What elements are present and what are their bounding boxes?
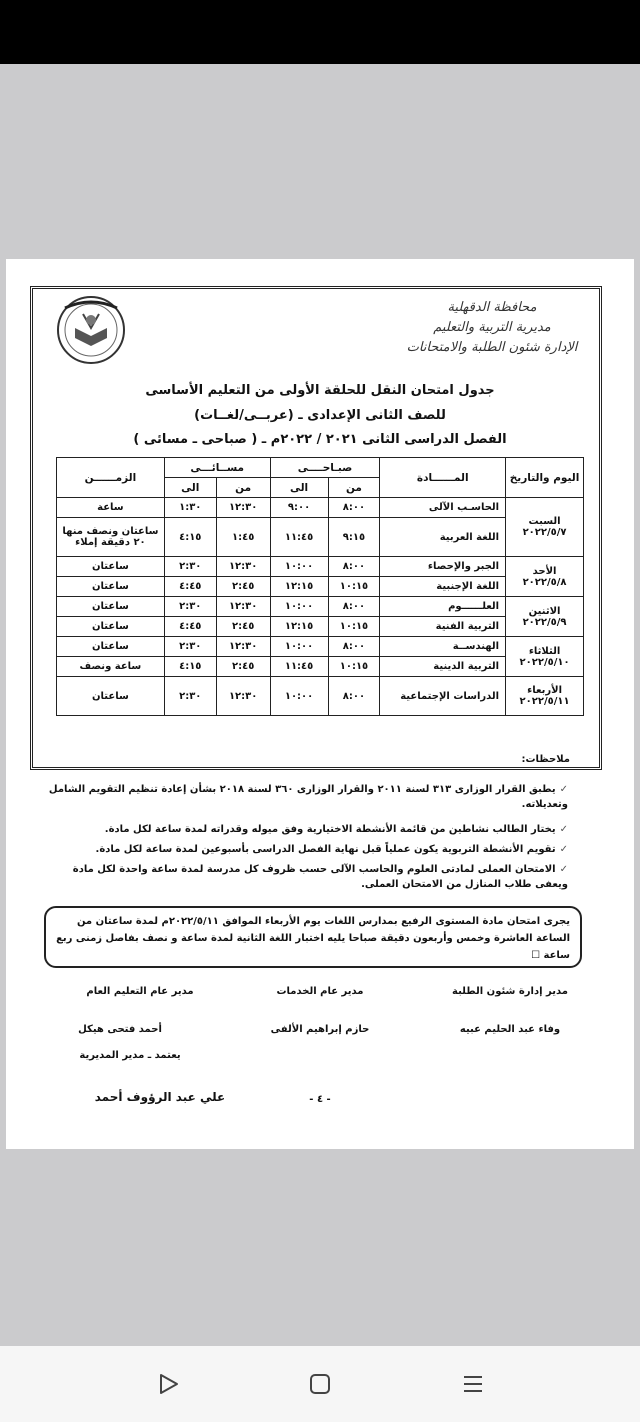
morning-to-cell: ١٢:١٥ [270,617,328,637]
duration-cell: ساعتان [57,557,165,577]
duration-cell: ساعتان [57,637,165,657]
subject-cell: العلــــــوم [380,597,506,617]
subject-cell: الهندســة [380,637,506,657]
header-day-date: اليوم والتاريخ [506,458,584,498]
morning-to-cell: ١١:٤٥ [270,657,328,677]
evening-from-cell: ١٢:٣٠ [216,637,270,657]
check-icon: ✓ [559,824,568,835]
sig-mid-title: مدير عام الخدمات [276,986,364,997]
morning-to-cell: ١٠:٠٠ [270,557,328,577]
navigation-bar [0,1346,640,1422]
duration-cell: ساعتان [57,597,165,617]
header-morning: صبـاحــــى [270,458,380,478]
evening-to-cell: ٤:١٥ [164,657,216,677]
header-evening-to: الى [164,478,216,498]
evening-from-cell: ١٢:٣٠ [216,498,270,518]
table-row [57,637,584,657]
day-cell [506,498,584,557]
morning-to-cell: ١٠:٠٠ [270,677,328,716]
duration-cell: ساعتان ونصف منها ٢٠ دقيقة إملاء [57,518,165,557]
morning-to-cell: ١٢:١٥ [270,577,328,597]
governorate-logo-icon [55,294,127,366]
sig-right-name: وفاء عبد الحليم عبيه [459,1024,561,1035]
table-row [57,657,584,677]
day-date: ٢٠٢٢/٥/٩ [522,616,567,628]
table-row [57,498,584,518]
subject-cell: التربية الفنية [380,617,506,637]
subject-cell: اللغة العربية [380,518,506,557]
status-bar [0,0,640,64]
back-icon[interactable] [150,1366,186,1402]
table-row [57,617,584,637]
sig-director-name: علي عبد الرؤوف أحمد [94,1090,226,1104]
exam-schedule-table [56,457,584,716]
day-date: ٢٠٢٢/٥/١١ [519,696,570,707]
subject-cell: الدراسات الإجتماعية [380,677,506,716]
note-2 [40,822,568,837]
morning-from-cell: ٨:٠٠ [328,677,380,716]
day-cell [506,557,584,597]
subject-cell: اللغة الإجنبية [380,577,506,597]
evening-to-cell: ٤:٤٥ [164,577,216,597]
day-name: السبت [528,516,561,527]
sig-left-name: أحمد فتحى هيكل [78,1024,162,1035]
header-morning-from: من [328,478,380,498]
morning-from-cell: ٨:٠٠ [328,557,380,577]
notes-heading-text: ملاحظات: [521,754,570,765]
morning-from-cell: ٨:٠٠ [328,498,380,518]
note-text: يختار الطالب نشاطين من قائمة الأنشطة الاختيارية وفق ميوله وقدراته لمدة ساعة لكل مادة. [104,824,556,835]
header-duration: الزمــــــن [57,458,165,498]
duration-cell: ساعتان [57,617,165,637]
check-icon: ✓ [559,844,568,855]
note-1 [40,782,568,812]
table-row [57,577,584,597]
duration-cell: ساعة ونصف [57,657,165,677]
institution-header [392,298,592,358]
check-icon: ✓ [559,784,568,795]
morning-from-cell: ١٠:١٥ [328,577,380,597]
home-icon[interactable] [302,1366,338,1402]
morning-from-cell: ٩:١٥ [328,518,380,557]
evening-from-cell: ٢:٤٥ [216,577,270,597]
duration-cell: ساعتان [57,577,165,597]
table-row [57,597,584,617]
header-subject: المــــــادة [380,458,506,498]
morning-from-cell: ٨:٠٠ [328,637,380,657]
subject-cell: الجبر والإحصاء [380,557,506,577]
title-line-3: الفصل الدراسى الثانى ٢٠٢١ / ٢٠٢٢م ـ ( صباحى ـ مسائى ) [133,432,507,447]
morning-to-cell: ١٠:٠٠ [270,637,328,657]
note-3 [40,842,568,857]
sig-left-title: مدير عام التعليم العام [86,986,194,997]
duration-cell: ساعة [57,498,165,518]
sig-right-title: مدير إدارة شئون الطلبة [452,986,568,997]
day-name: الأحد [532,565,557,577]
note-text: يطبق القرار الوزارى ٣١٣ لسنة ٢٠١١ والقرار الوزارى ٣٦٠ لسنة ٢٠١٨ بشأن إعادة تنظيم التقويم الشامل وتعديلاته. [48,784,568,810]
evening-to-cell: ٢:٣٠ [164,557,216,577]
note-text: الامتحان العملى لمادتى العلوم والحاسب الآلى حسب ظروف كل مدرسة لمدة ساعة واحدة لكل مادة ويعفى طلاب المنازل من الامتحان العملى. [72,864,568,890]
subject-cell: التربية الدينية [380,657,506,677]
day-name: الاثنين [528,605,561,617]
morning-to-cell: ١٠:٠٠ [270,597,328,617]
title-line-1: جدول امتحان النقل للحلقة الأولى من التعليم الأساسى [145,383,495,398]
header-line-3: الإدارة شئون الطلبة والامتحانات [406,340,578,355]
day-date: ٢٠٢٢/٥/١٠ [519,656,570,668]
evening-to-cell: ٢:٣٠ [164,597,216,617]
day-cell [506,637,584,677]
recents-icon[interactable] [455,1366,491,1402]
check-icon: ✓ [559,864,568,875]
day-date: ٢٠٢٢/٥/٨ [522,576,567,588]
evening-from-cell: ٢:٤٥ [216,617,270,637]
evening-from-cell: ١٢:٣٠ [216,677,270,716]
day-cell [506,677,584,716]
table-row [57,518,584,557]
evening-to-cell: ١:٣٠ [164,498,216,518]
morning-from-cell: ١٠:١٥ [328,657,380,677]
evening-from-cell: ٢:٤٥ [216,657,270,677]
notes-heading [420,752,570,767]
advanced-level-exam-note [44,906,582,968]
morning-to-cell: ٩:٠٠ [270,498,328,518]
header-evening-from: من [216,478,270,498]
morning-from-cell: ١٠:١٥ [328,617,380,637]
evening-from-cell: ١٢:٣٠ [216,557,270,577]
checkbox-icon: ☐ [531,950,544,961]
evening-to-cell: ٢:٣٠ [164,637,216,657]
evening-from-cell: ١٢:٣٠ [216,597,270,617]
morning-from-cell: ٨:٠٠ [328,597,380,617]
sig-approve: يعتمد ـ مدير المديرية [79,1050,181,1061]
header-evening: مســائـــى [164,458,270,478]
box-note-text: يجرى امتحان مادة المستوى الرفيع بمدارس اللغات يوم الأربعاء الموافق ٢٠٢٢/٥/١١م لمدة ساعتان من الساعة العاشرة وخمس وأربعون دقيقة صباحا يليه اختبار اللغة الثانية لمدة ساعة و نصف بفاصل زمنى ربع ساعة [56,916,570,961]
page-number: - ٤ - [309,1094,331,1105]
evening-from-cell: ١:٤٥ [216,518,270,557]
evening-to-cell: ٢:٣٠ [164,677,216,716]
note-4 [40,862,568,892]
header-morning-to: الى [270,478,328,498]
day-date: ٢٠٢٢/٥/٧ [522,527,567,538]
day-name: الأربعاء [527,685,562,696]
subject-cell: الحاسـب الآلى [380,498,506,518]
day-cell [506,597,584,637]
evening-to-cell: ٤:١٥ [164,518,216,557]
title-line-2: للصف الثانى الإعدادى ـ (عربــى/لغــات) [194,408,446,423]
note-text: تقويم الأنشطة التربوية يكون عملياً قبل نهاية الفصل الدراسى بأسبوعين لمدة ساعة لكل مادة. [95,844,556,855]
header-line-2: مديرية التربية والتعليم [433,320,551,335]
morning-to-cell: ١١:٤٥ [270,518,328,557]
header-line-1: محافظة الدقهلية [447,300,537,315]
table-row [57,677,584,716]
table-row [57,557,584,577]
sig-mid-name: حازم إبراهيم الألفى [270,1024,370,1035]
duration-cell: ساعتان [57,677,165,716]
day-name: الثلاثاء [528,645,561,657]
evening-to-cell: ٤:٤٥ [164,617,216,637]
